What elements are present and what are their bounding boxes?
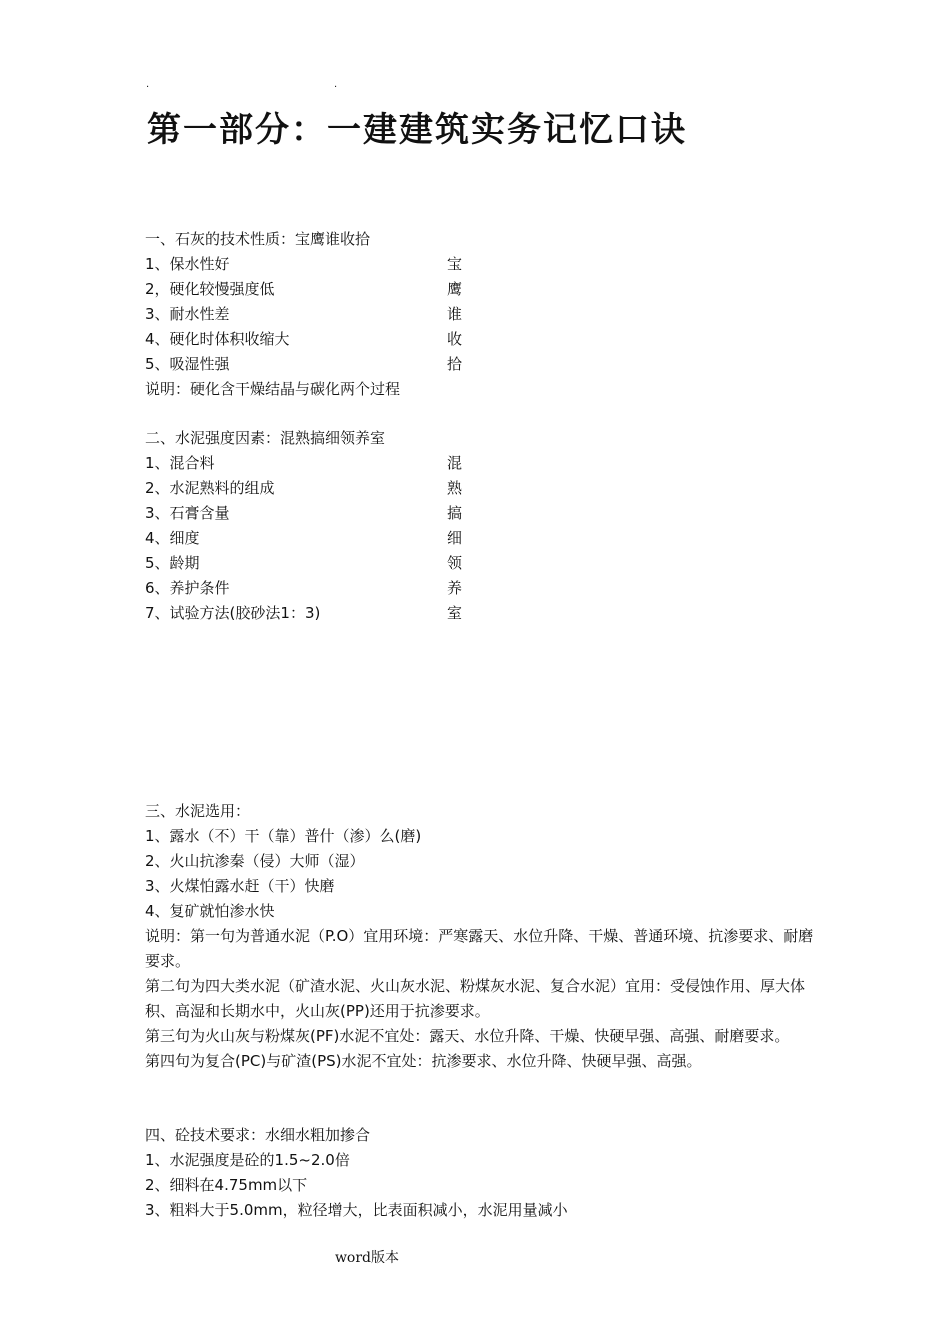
section-heading: 四、砼技术要求：水细水粗加掺合 bbox=[145, 1126, 371, 1144]
list-item bbox=[145, 352, 815, 377]
section-note: 第二句为四大类水泥（矿渣水泥、火山灰水泥、粉煤灰水泥、复合水泥）宜用：受侵蚀作用、厚大体积、高湿和长期水中，火山灰(PP)还用于抗渗要求。 bbox=[145, 977, 806, 1020]
page-title: 第一部分：一建建筑实务记忆口诀 bbox=[147, 110, 687, 150]
list-item bbox=[145, 327, 815, 352]
mnemonic-char: 混 bbox=[447, 454, 463, 472]
header-mark: . bbox=[334, 79, 338, 90]
list-item: 2、火山抗渗秦（侵）大师（湿） bbox=[145, 852, 365, 870]
list-item: 1、露水（不）干（靠）普什（渗）么(磨) bbox=[145, 827, 422, 845]
section-note: 说明：第一句为普通水泥（P.O）宜用环境：严寒露天、水位升降、干燥、普通环境、抗渗要求、耐磨要求。 bbox=[145, 927, 814, 970]
item-text: 1、混合料 bbox=[145, 454, 215, 472]
section-note: 第四句为复合(PC)与矿渣(PS)水泥不宜处：抗渗要求、水位升降、快硬早强、高强。 bbox=[145, 1052, 702, 1070]
mnemonic-char: 收 bbox=[447, 330, 463, 348]
list-item bbox=[145, 277, 815, 302]
section-cement-strength bbox=[145, 426, 815, 626]
section-concrete-requirements bbox=[145, 1123, 815, 1223]
mnemonic-char: 鹰 bbox=[447, 280, 463, 298]
header-mark: . bbox=[146, 79, 150, 90]
item-text: 4、细度 bbox=[145, 529, 200, 547]
list-item: 3、火煤怕露水赶（干）快磨 bbox=[145, 877, 335, 895]
item-text: 5、吸湿性强 bbox=[145, 355, 230, 373]
item-text: 3、石膏含量 bbox=[145, 504, 230, 522]
mnemonic-char: 宝 bbox=[447, 255, 463, 273]
section-lime-properties bbox=[145, 227, 815, 402]
list-item bbox=[145, 252, 815, 277]
item-text: 2、水泥熟料的组成 bbox=[145, 479, 275, 497]
list-item: 4、复矿就怕渗水快 bbox=[145, 902, 275, 920]
mnemonic-char: 搞 bbox=[447, 504, 463, 522]
list-item: 1、水泥强度是砼的1.5~2.0倍 bbox=[145, 1151, 350, 1169]
list-item bbox=[145, 302, 815, 327]
section-cement-selection bbox=[145, 799, 815, 1074]
item-text: 2，硬化较慢强度低 bbox=[145, 280, 275, 298]
section-note: 第三句为火山灰与粉煤灰(PF)水泥不宜处：露天、水位升降、干燥、快硬早强、高强、耐磨要求。 bbox=[145, 1027, 790, 1045]
mnemonic-char: 细 bbox=[447, 529, 463, 547]
list-item bbox=[145, 526, 815, 551]
item-text: 3、耐水性差 bbox=[145, 305, 230, 323]
mnemonic-char: 熟 bbox=[447, 479, 463, 497]
mnemonic-char: 领 bbox=[447, 554, 463, 572]
section-heading: 二、水泥强度因素：混熟搞细领养室 bbox=[145, 429, 386, 447]
mnemonic-char: 室 bbox=[447, 604, 463, 622]
list-item bbox=[145, 576, 815, 601]
item-text: 7、试验方法(胶砂法1：3) bbox=[145, 604, 321, 622]
section-heading: 三、水泥选用： bbox=[145, 802, 251, 820]
list-item: 2、细料在4.75mm以下 bbox=[145, 1176, 308, 1194]
item-text: 5、龄期 bbox=[145, 554, 200, 572]
list-item bbox=[145, 451, 815, 476]
mnemonic-char: 谁 bbox=[447, 305, 463, 323]
list-item bbox=[145, 601, 815, 626]
list-item bbox=[145, 551, 815, 576]
item-text: 6、养护条件 bbox=[145, 579, 230, 597]
item-text: 4、硬化时体积收缩大 bbox=[145, 330, 290, 348]
item-text: 1、保水性好 bbox=[145, 255, 230, 273]
section-note: 说明：硬化含干燥结晶与碳化两个过程 bbox=[145, 380, 401, 398]
list-item bbox=[145, 476, 815, 501]
page-footer: word版本 bbox=[334, 1250, 400, 1266]
list-item: 3、粗料大于5.0mm，粒径增大，比表面积减小，水泥用量减小 bbox=[145, 1201, 568, 1219]
mnemonic-char: 拾 bbox=[447, 355, 463, 373]
list-item bbox=[145, 501, 815, 526]
section-heading: 一、石灰的技术性质：宝鹰谁收拾 bbox=[145, 230, 371, 248]
mnemonic-char: 养 bbox=[447, 579, 463, 597]
